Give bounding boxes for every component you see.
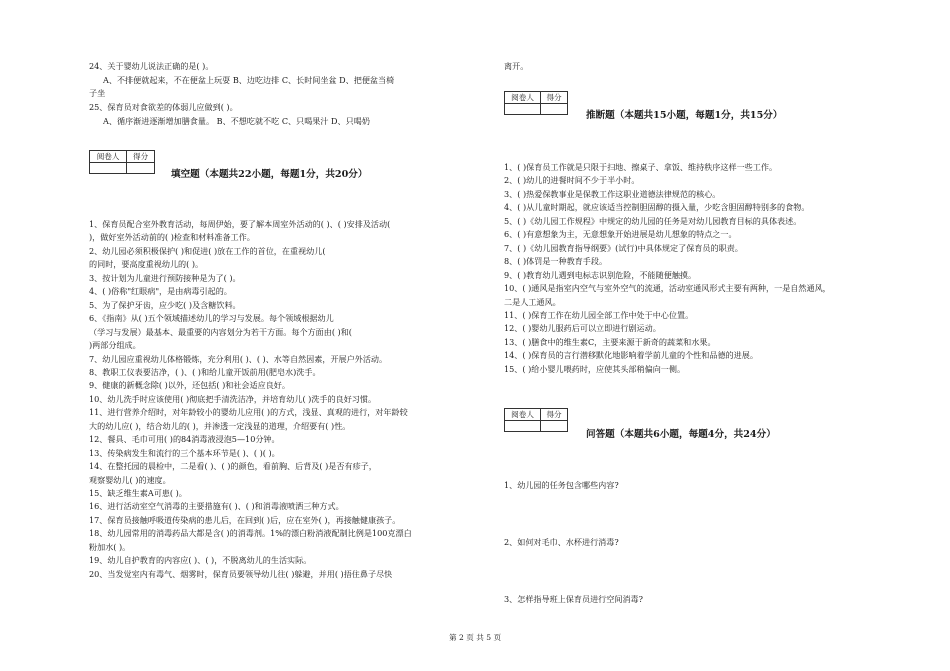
- score-box-cell: [90, 163, 127, 174]
- fill-section-title: 填空题（本题共22小题，每题1分，共20分）: [171, 169, 368, 180]
- question-line: 5、为了保护牙齿，应少吃( )及含糖饮料。: [89, 299, 241, 310]
- mc-question-24: 24、关于婴幼儿说法正确的是( )。: [89, 61, 214, 71]
- question-line: 6、《指南》从( )五个领域描述幼儿的学习与发展。每个领域根据幼儿: [89, 313, 334, 324]
- mc-options-24: A、不排便就起来，不在便盆上玩耍 B、边吃边排 C、长时间坐盆 D、把便盆当椅: [103, 75, 395, 85]
- question-line: 8、教职工仪表要洁净，( )、( )和给儿童开饭前用(肥皂水)洗手。: [89, 366, 321, 377]
- question-line: )两部分组成。: [89, 340, 141, 351]
- continuation-text: 离开。: [504, 61, 529, 71]
- score-box-score-label: 得分: [541, 409, 568, 421]
- question-line: 的同时，要高度重视幼儿的( )。: [89, 259, 204, 270]
- question-line: （学习与发展）最基本、最重要的内容划分为若干方面。每个方面由( )和(: [89, 326, 352, 337]
- question-line: 17、保育员接触呼吸道传染病的患儿后，在回到( )后，应在室外( )，再接触健康孩子。: [89, 514, 401, 525]
- score-box-cell: [541, 421, 568, 432]
- mc-question-25: 25、保育员对食欲差的体弱儿应做到( )。: [89, 102, 238, 112]
- question-line: 3、按计划为儿童进行预防接种是为了( )。: [89, 272, 241, 283]
- score-box-judge: [504, 91, 568, 115]
- judge-section-title: 推断题（本题共15小题，每题1分，共15分）: [586, 110, 783, 121]
- question-line: 9、健康的新概念除( )以外，还包括( )和社会适应良好。: [89, 380, 290, 391]
- score-box-reviewer-label: 阅卷人: [505, 92, 541, 104]
- qa-section-title: 问答题（本题共6小题，每题4分，共24分）: [586, 429, 776, 440]
- score-box-cell: [505, 421, 541, 432]
- mc-options-25: A、循序渐进逐渐增加膳食量。 B、不想吃就不吃 C、只喝果汁 D、只喝奶: [103, 116, 370, 126]
- question-line: 7、( )《幼儿园教育指导纲要》(试行)中具体规定了保育员的职责。: [504, 242, 743, 253]
- question-line: 4、( )从儿童时期起，就应该适当控制胆固醇的摄入量，少吃含胆固醇特别多的食物。: [504, 202, 810, 213]
- score-box-fill: [89, 150, 155, 174]
- question-line: 12、( )婴幼儿服药后可以立即进行剧运动。: [504, 323, 661, 334]
- question-line: 20、当发觉室内有毒气、烟雾时，保育员要领导幼儿往( )躲避，并用( )捂住鼻子尽快: [89, 568, 393, 579]
- question-line: 二是人工通风。: [504, 296, 561, 307]
- question-line: 12、餐具、毛巾可用( )的84消毒液浸泡5—10分钟。: [89, 434, 280, 445]
- question-line: 10、幼儿洗手时应该使用( )彻底把手清洗洁净，并培育幼儿( )洗手的良好习惯。: [89, 393, 377, 404]
- qa-question-1: 1、幼儿园的任务包含哪些内容?: [504, 480, 619, 490]
- score-box-cell: [541, 104, 568, 115]
- question-line: 13、( )膳食中的维生素C，主要来源于新奇的蔬菜和水果。: [504, 336, 716, 347]
- score-box-cell: [127, 163, 155, 174]
- question-line: 7、幼儿园应重视幼儿体格锻炼，充分利用( )、( )、水等自然因素，开展户外活动。: [89, 353, 388, 364]
- score-box-score-label: 得分: [541, 92, 568, 104]
- score-box-reviewer-label: 阅卷人: [90, 151, 127, 163]
- question-line: 13、传染病发生和流行的三个基本环节是( )、( )( )。: [89, 447, 280, 458]
- question-line: 14、在整托园的晨检中，二是看( )、( )的颜色，看前胸、后背及( )是否有疹子，: [89, 461, 377, 472]
- qa-question-2: 2、如何对毛巾、水杯进行消毒?: [504, 537, 619, 547]
- question-line: 11、( )保育工作在幼儿园全部工作中处于中心位置。: [504, 309, 694, 320]
- question-line: 18、幼儿园常用的消毒药品大都是含( )的消毒剂。1%的漂白粉消液配制比例是100克漂白: [89, 528, 412, 539]
- page-footer: 第 2 页 共 5 页: [448, 633, 502, 642]
- question-line: 6、( )有意想象为主，无意想象开始进展是幼儿想象的特点之一。: [504, 229, 737, 240]
- question-line: 观察婴幼儿( )的速度。: [89, 474, 171, 485]
- score-box-score-label: 得分: [127, 151, 155, 163]
- question-line: 16、进行活动室空气消毒的主要措施有( )、( )和消毒液喷洒三种方式。: [89, 501, 344, 512]
- question-line: 5、( )《幼儿园工作规程》中规定的幼儿园的任务是对幼儿园教育目标的具体表述。: [504, 215, 802, 226]
- qa-question-3: 3、怎样指导班上保育员进行空间消毒?: [504, 594, 643, 604]
- question-line: )，做好室外活动前的( )检查和材料准备工作。: [89, 232, 255, 243]
- question-line: 14、( )保育员的言行潜移默化地影响着学前儿童的个性和品德的进展。: [504, 350, 758, 361]
- question-line: 9、( )教育幼儿遇到电标志识别危险，不能随便触摸。: [504, 269, 697, 280]
- question-line: 1、( )保育员工作就是只限于扫地、擦桌子、拿饭、维持秩序这样一些工作。: [504, 162, 778, 172]
- question-line: 2、幼儿园必须积极保护( )和促进( )放在工作的首位，在重视幼儿(: [89, 245, 326, 256]
- question-line: 8、( )体罚是一种教育手段。: [504, 256, 608, 267]
- question-line: 15、缺乏维生素A可患( )。: [89, 488, 187, 498]
- question-line: 4、( )俗称"红眼病"，是由病毒引起的。: [89, 286, 232, 297]
- question-line: 11、进行营养介绍时，对年龄较小的婴幼儿应用( )的方式，浅显、真观的进行，对年龄较: [89, 407, 408, 418]
- question-line: 2、( )幼儿的进餐时间不少于半小时。: [504, 175, 640, 186]
- score-box-reviewer-label: 阅卷人: [505, 409, 541, 421]
- mc-options-24-cont: 子坐: [89, 88, 106, 98]
- score-box-cell: [505, 104, 541, 115]
- question-line: 10、( )通风是指室内空气与室外空气的流通，活动室通风形式主要有两种，一是自然通风，: [504, 283, 831, 294]
- question-line: 1、保育员配合室外教育活动，每周伊始，要了解本周室外活动的( )、( )安排及活动(: [89, 219, 391, 229]
- question-line: 19、幼儿自护教育的内容应( )、( )，不脱离幼儿的生活实际。: [89, 555, 312, 566]
- question-line: 粉加水( )。: [89, 541, 131, 552]
- question-line: 大的幼儿应( )，结合幼儿的( )，并渗透一定浅显的道理，介绍要有( )性。: [89, 420, 351, 431]
- question-line: 15、( )给小婴儿喂药时，应使其头部稍偏向一侧。: [504, 363, 686, 374]
- score-box-qa: [504, 408, 568, 432]
- question-line: 3、( )热爱保教事业是保教工作这职业道德法律规范的核心。: [504, 188, 721, 199]
